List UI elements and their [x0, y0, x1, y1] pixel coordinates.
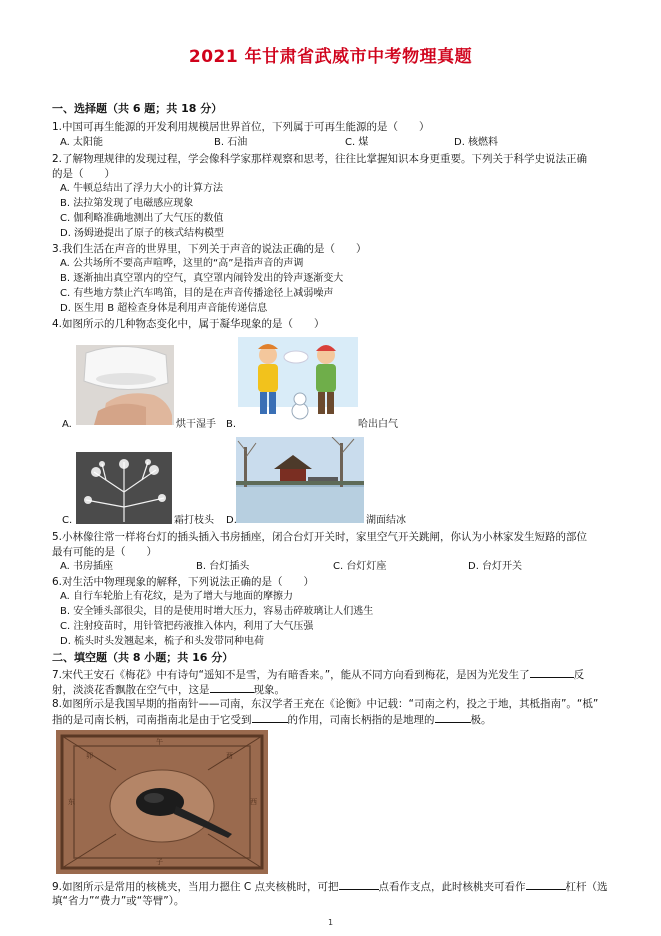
q8-text-4: 极。: [470, 714, 492, 726]
question-8-line1: 8.如图所示是我国早期的指南针——司南，东汉学者王充在《论衡》中记载：“司南之杓，投之于地，其柢指南”。“柢”: [52, 698, 599, 710]
q2-option-a: A. 牛顿总结出了浮力大小的计算方法: [60, 183, 224, 194]
question-5-stem-line2: 最有可能的是（ ）: [52, 546, 157, 558]
question-4-stem: 4.如图所示的几种物态变化中，属于凝华现象的是（ ）: [52, 318, 325, 330]
q2-option-c: C. 伽利略准确地测出了大气压的数值: [60, 213, 224, 224]
q6-option-b: B. 安全锤头部很尖，目的是使用时增大压力，容易击碎玻璃让人们逃生: [60, 606, 374, 617]
question-9-line2: 填“省力”“费力”或“等臂”）。: [52, 895, 185, 907]
q4-option-a-prefix: A.: [62, 419, 72, 430]
question-2-stem-line1: 2.了解物理规律的发现过程，学会像科学家那样观察和思考，往往比掌握知识本身更重要。下列关于科学史说法正确: [52, 153, 588, 165]
q6-option-c: C. 注射疫苗时，用针管把药液推入体内，利用了大气压强: [60, 621, 314, 632]
question-2-stem-line2: 的是（ ）: [52, 168, 115, 180]
q8-text-3: 的作用，司南长柄指的是地理的: [287, 714, 435, 726]
question-8-line2: [52, 712, 642, 727]
question-5-stem-line1: 5.小林像往常一样将台灯的插头插入书房插座，闭合台灯开关时，家里空气开关跳闸，你认为小林家发生短路的部位: [52, 531, 588, 543]
svg-text:卯: 卯: [86, 752, 93, 760]
svg-text:子: 子: [156, 858, 163, 866]
section-heading-fill: 二、填空题（共 8 小题；共 16 分）: [52, 651, 234, 664]
hand-dryer-image: [76, 345, 174, 425]
frozen-lake-image: [236, 437, 364, 523]
frost-branches-image: [76, 452, 172, 524]
page-title: 2021 年甘肃省武威市中考物理真题: [188, 47, 473, 67]
question-7-line2: [52, 682, 642, 697]
question-3-stem: 3.我们生活在声音的世界里，下列关于声音的说法正确的是（ ）: [52, 243, 367, 255]
section-heading-choice: 一、选择题（共 6 题；共 18 分）: [52, 102, 223, 115]
q9-blank-2: [526, 879, 566, 890]
q9-text-1: 9.如图所示是常用的核桃夹，当用力摁住 C 点夹核桃时，可把: [52, 881, 339, 893]
page-number: 1: [327, 918, 334, 927]
q7-text-4: 现象。: [253, 684, 285, 696]
question-6-stem: 6.对生活中物理现象的解释，下列说法正确的是（ ）: [52, 576, 315, 588]
q8-blank-2: [435, 712, 471, 723]
q3-option-b: B. 逐渐抽出真空罩内的空气，真空罩内闹铃发出的铃声逐渐变大: [60, 273, 344, 284]
q2-option-d: D. 汤姆逊提出了原子的核式结构模型: [60, 228, 225, 239]
q4-option-c-caption: 霜打枝头: [174, 515, 214, 526]
q6-option-a: A. 自行车轮胎上有花纹，是为了增大与地面的摩擦力: [60, 591, 294, 602]
q6-option-d: D. 梳头时头发翘起来，梳子和头发带同种电荷: [60, 636, 265, 647]
q1-option-d: D. 核燃料: [454, 137, 499, 148]
q4-option-d-caption: 湖面结冰: [366, 515, 406, 526]
q3-option-d: D. 医生用 B 超检查身体是利用声音能传递信息: [60, 303, 268, 314]
q5-option-a: A. 书房插座: [60, 561, 114, 572]
q7-blank-2: [210, 682, 254, 693]
q3-option-c: C. 有些地方禁止汽车鸣笛，目的是在声音传播途径上减弱噪声: [60, 288, 334, 299]
sinan-compass-image: [56, 730, 268, 874]
q9-text-2: 点看作支点，此时核桃夹可看作: [378, 881, 526, 893]
svg-text:酉: 酉: [226, 752, 233, 760]
q2-option-b: B. 法拉第发现了电磁感应现象: [60, 198, 194, 209]
question-1-stem: 1.中国可再生能源的开发利用规模居世界首位，下列属于可再生能源的是（ ）: [52, 121, 430, 133]
question-9-line1: [52, 879, 642, 894]
q4-option-c-prefix: C.: [62, 515, 73, 526]
q8-text-2: 指的是司南长柄，司南指南北是由于它受到: [52, 714, 252, 726]
q7-blank-1: [530, 667, 574, 678]
question-7-line1: [52, 667, 642, 682]
q7-text-2: 反: [573, 669, 585, 681]
svg-text:西: 西: [250, 798, 257, 806]
breath-cartoon-image: [238, 337, 358, 427]
q5-option-c: C. 台灯灯座: [333, 561, 387, 572]
q4-option-b-prefix: B.: [226, 419, 237, 430]
q1-option-b: B. 石油: [214, 137, 248, 148]
q4-option-d-prefix: D.: [226, 515, 237, 526]
svg-text:东: 东: [68, 798, 75, 806]
q5-option-b: B. 台灯插头: [196, 561, 250, 572]
q7-text-3: 射，淡淡花香飘散在空气中，这是: [52, 684, 210, 696]
q4-option-b-caption: 哈出白气: [358, 419, 398, 430]
q1-option-a: A. 太阳能: [60, 137, 104, 148]
svg-text:午: 午: [156, 738, 163, 746]
q1-option-c: C. 煤: [345, 137, 369, 148]
q8-blank-1: [252, 712, 288, 723]
q7-text-1: 7.宋代王安石《梅花》中有诗句“遥知不是雪，为有暗香来。”，能从不同方向看到梅花，是因为光发生了: [52, 669, 530, 681]
q9-blank-1: [339, 879, 379, 890]
q5-option-d: D. 台灯开关: [468, 561, 523, 572]
q4-option-a-caption: 烘干湿手: [176, 419, 216, 430]
q9-text-3: 杠杆（选: [565, 881, 608, 893]
q3-option-a: A. 公共场所不要高声喧哗，这里的“高”是指声音的声调: [60, 258, 304, 269]
